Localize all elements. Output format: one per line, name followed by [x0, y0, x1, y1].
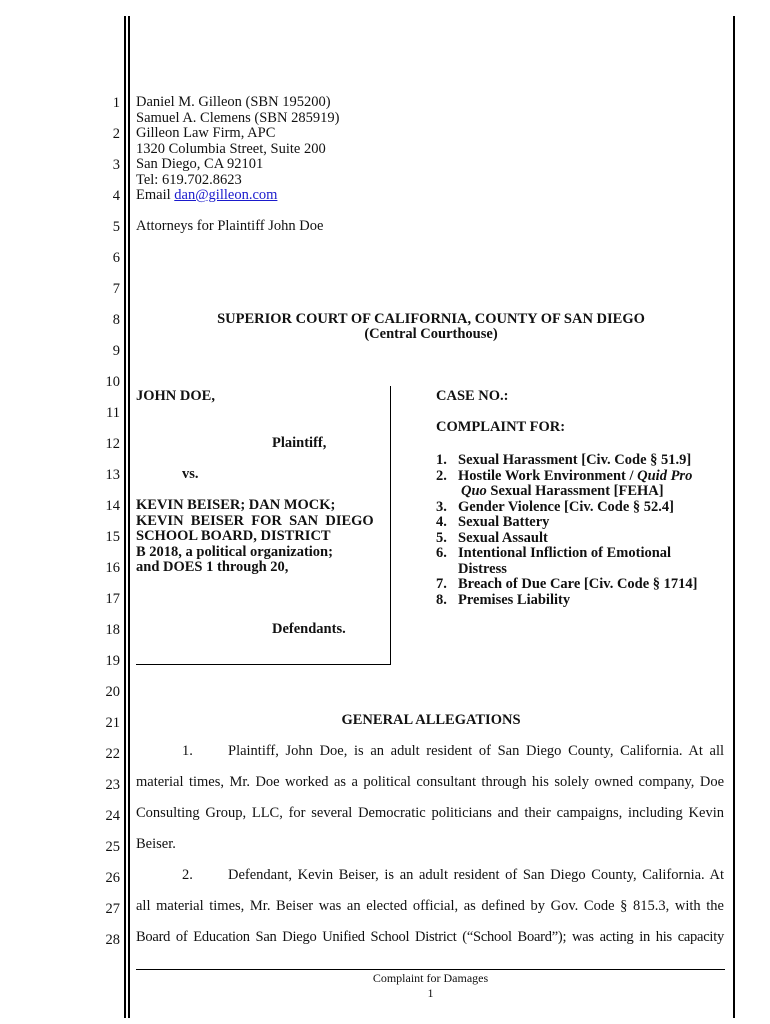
line-number: 14	[105, 498, 120, 514]
firm-email-row	[136, 188, 339, 204]
line-number: 18	[105, 622, 120, 638]
line-number: 24	[105, 808, 120, 824]
defendants-label: Defendants.	[272, 621, 346, 637]
paragraph-1-line: Consulting Group, LLC, for several Democratic politicians and their campaigns, including Kevin	[136, 805, 724, 821]
complaint-for-label: COMPLAINT FOR:	[436, 419, 566, 435]
line-number: 5	[112, 219, 120, 235]
line-number: 22	[105, 746, 120, 762]
plaintiff-label: Plaintiff,	[272, 435, 327, 451]
line-number: 12	[105, 436, 120, 452]
attorney-1: Daniel M. Gilleon (SBN 195200)	[136, 94, 331, 110]
page-number: 1	[427, 986, 434, 1000]
paragraph-2-line: Board of Education San Diego Unified School District (“School Board”); was acting in his capacity	[136, 929, 724, 945]
case-number-label: CASE NO.:	[436, 388, 509, 404]
line-number: 17	[105, 591, 120, 607]
line-number: 13	[105, 467, 120, 483]
line-number: 1	[112, 95, 120, 111]
court-name: SUPERIOR COURT OF CALIFORNIA, COUNTY OF SAN DIEGO	[217, 311, 645, 327]
courthouse: (Central Courthouse)	[364, 326, 498, 342]
defendants-line: SCHOOL BOARD, DISTRICT	[136, 528, 331, 544]
line-number: 9	[112, 343, 120, 359]
attorney-2: Samuel A. Clemens (SBN 285919)	[136, 109, 340, 126]
caption-vertical-rule	[390, 386, 391, 665]
footer-title: Complaint for Damages	[372, 971, 489, 985]
line-number: 10	[105, 374, 120, 390]
line-number: 8	[112, 312, 120, 328]
line-number: 28	[105, 932, 120, 948]
plaintiff-name: JOHN DOE,	[136, 388, 215, 404]
caption-bottom-rule	[136, 664, 391, 665]
defendants-names	[136, 498, 374, 576]
defendants-line: B 2018, a political organization;	[136, 543, 333, 560]
line-number: 16	[105, 560, 120, 576]
section-heading: GENERAL ALLEGATIONS	[341, 712, 521, 728]
line-number: 19	[105, 653, 120, 669]
defendants-line: KEVIN BEISER FOR SAN DIEGO	[136, 512, 374, 529]
paragraph-1-line: Plaintiff, John Doe, is an adult resident of San Diego County, California. At all	[228, 743, 724, 759]
law-firm: Gilleon Law Firm, APC	[136, 125, 276, 141]
claims-list	[436, 453, 698, 608]
paragraph-2-number: 2.	[182, 867, 193, 883]
line-number: 11	[106, 405, 120, 421]
paragraph-1-line: material times, Mr. Doe worked as a political consultant through his solely owned company, Doe	[136, 774, 724, 790]
line-number: 23	[105, 777, 120, 793]
claim-item: 8. Premises Liability	[436, 591, 571, 608]
versus: vs.	[182, 466, 199, 482]
claim-item: 1. Sexual Harassment [Civ. Code § 51.9]	[436, 452, 692, 468]
footer-rule	[136, 969, 725, 970]
line-number: 27	[105, 901, 120, 917]
claim-item: 7. Breach of Due Care [Civ. Code § 1714]	[436, 576, 698, 592]
line-number: 6	[112, 250, 120, 266]
paragraph-2-line: all material times, Mr. Beiser was an elected official, as defined by Gov. Code § 815.3, with the	[136, 898, 724, 914]
claim-item: 2. Hostile Work Environment / Quid Pro Quo Sexual Harassment [FEHA]	[436, 467, 693, 499]
attorneys-for: Attorneys for Plaintiff John Doe	[136, 218, 324, 234]
counsel-block	[136, 95, 339, 204]
paragraph-2-line: Defendant, Kevin Beiser, is an adult resident of San Diego County, California. At	[228, 867, 724, 883]
claim-item: 6. Intentional Infliction of Emotional Distress	[436, 545, 672, 577]
line-number: 26	[105, 870, 120, 886]
line-number: 25	[105, 839, 120, 855]
email-label: Email	[136, 187, 175, 203]
right-margin-rule	[733, 16, 735, 1018]
left-margin-rule-inner	[128, 16, 130, 1018]
line-number: 7	[112, 281, 120, 297]
line-number: 3	[112, 157, 120, 173]
defendants-line: and DOES 1 through 20,	[136, 559, 289, 575]
line-number: 2	[112, 126, 120, 142]
claim-item: 4. Sexual Battery	[436, 514, 550, 530]
firm-street: 1320 Columbia Street, Suite 200	[136, 140, 326, 157]
line-number: 20	[105, 684, 120, 700]
paragraph-1-number: 1.	[182, 743, 193, 759]
line-number: 21	[105, 715, 120, 731]
email-link[interactable]: dan@gilleon.com	[174, 187, 278, 203]
claim-item: 3. Gender Violence [Civ. Code § 52.4]	[436, 498, 675, 515]
left-margin-rule-outer	[124, 16, 126, 1018]
defendants-line: KEVIN BEISER; DAN MOCK;	[136, 497, 336, 513]
firm-phone: Tel: 619.702.8623	[136, 171, 242, 188]
paragraph-1-line: Beiser.	[136, 836, 176, 852]
line-number: 15	[105, 529, 120, 545]
firm-city: San Diego, CA 92101	[136, 156, 264, 172]
claim-item: 5. Sexual Assault	[436, 529, 548, 546]
line-number: 4	[112, 188, 120, 204]
